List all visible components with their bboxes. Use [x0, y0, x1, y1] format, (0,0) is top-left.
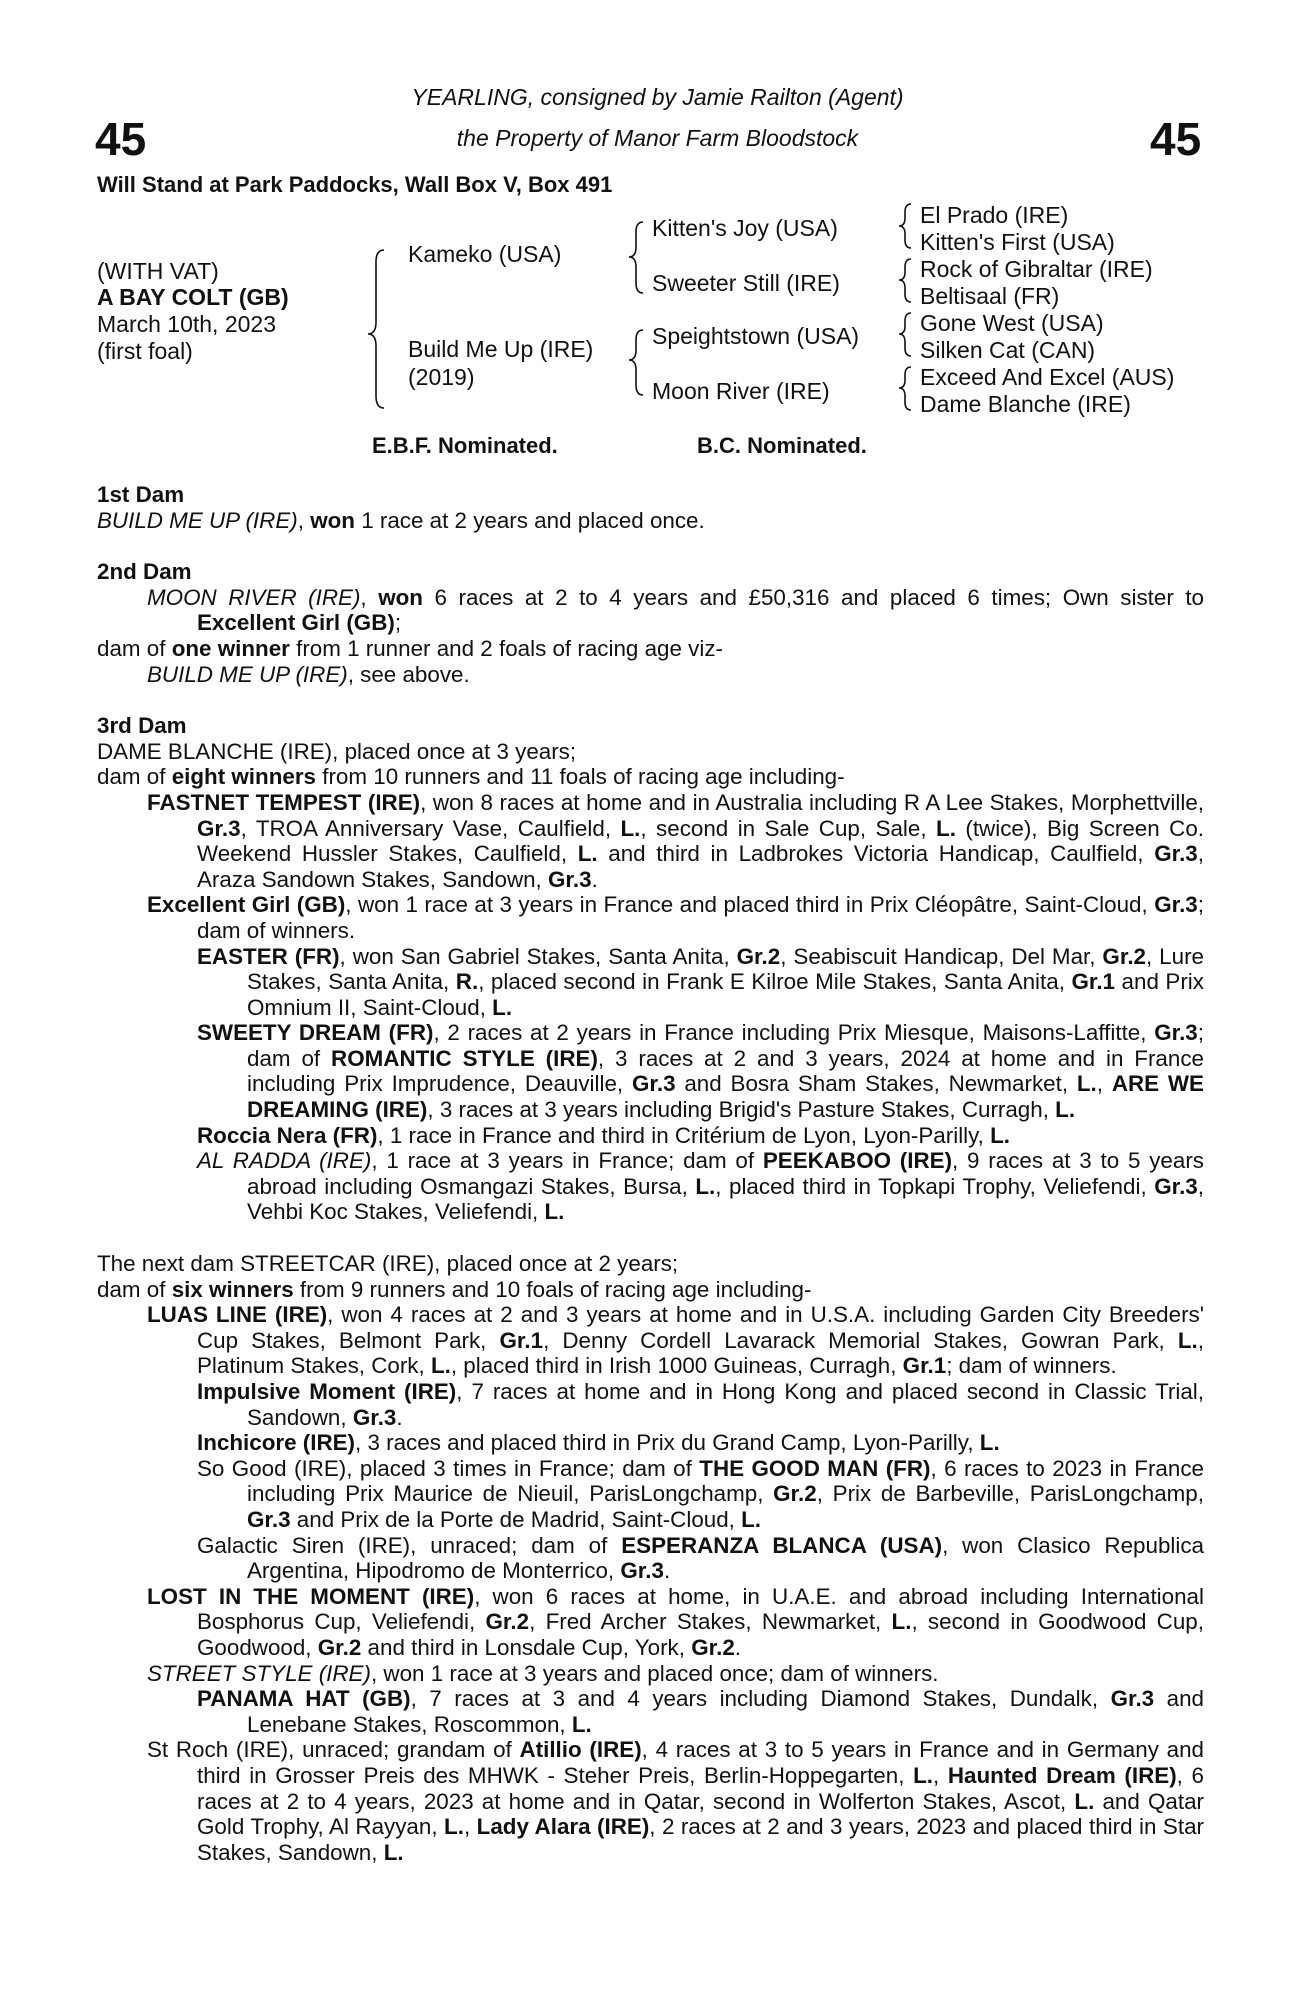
- progeny-galactic-siren: Galactic Siren (IRE), unraced; dam of ESPERANZA BLANCA (USA), won Clasico Republica Argentina, Hipodromo de Monterrico, Gr.3.: [197, 1532, 1204, 1584]
- ebf-nomination: E.B.F. Nominated.: [372, 433, 558, 458]
- catalogue-body: [97, 482, 1204, 1865]
- progeny-street-style: STREET STYLE (IRE), won 1 race at 3 years and placed once; dam of winners.: [147, 1660, 939, 1686]
- horse-name: A BAY COLT (GB): [97, 284, 289, 310]
- dam: Build Me Up (IRE): [408, 336, 594, 362]
- progeny-fastnet-tempest: FASTNET TEMPEST (IRE), won 8 races at home and in Australia including R A Lee Stakes, Morphettville, Gr.3, TROA Anniversary Vase, Caulfield, L., second in Sale Cup, Sale, L. (twice), Big Screen Co. Weekend Hussler Stakes, Caulfield, L. and third in Ladbrokes Victoria Handicap, Caulfield, Gr.3, Araza Sandown Stakes, Sandown, Gr.3.: [147, 789, 1204, 892]
- property-line: the Property of Manor Farm Bloodstock: [456, 125, 859, 151]
- sire-sire: Kitten's Joy (USA): [652, 215, 838, 241]
- sire-dam: Sweeter Still (IRE): [652, 270, 840, 296]
- dam-dam-dam: Dame Blanche (IRE): [920, 391, 1131, 417]
- sire-dam-dam: Beltisaal (FR): [920, 283, 1060, 309]
- dam-dam-sire: Exceed And Excel (AUS): [920, 364, 1175, 390]
- first-dam-heading: 1st Dam: [97, 482, 185, 507]
- progeny-impulsive-moment: Impulsive Moment (IRE), 7 races at home and in Hong Kong and placed second in Classic Trial, Sandown, Gr.3.: [197, 1379, 1204, 1430]
- progeny-so-good: So Good (IRE), placed 3 times in France; dam of THE GOOD MAN (FR), 6 races to 2023 in France including Prix Maurice de Nieuil, ParisLongchamp, Gr.2, Prix de Barbeville, ParisLongchamp, Gr.3 and Prix de la Porte de Madrid, Saint-Cloud, L.: [197, 1455, 1204, 1532]
- progeny-al-radda: AL RADDA (IRE), 1 race at 3 years in France; dam of PEEKABOO (IRE), 9 races at 3 to 5 years abroad including Osmangazi Stakes, Bursa, L., placed third in Topkapi Trophy, Veliefendi, Gr.3, Vehbi Koc Stakes, Veliefendi, L.: [197, 1148, 1204, 1225]
- bc-nomination: B.C. Nominated.: [697, 433, 867, 458]
- bracket-main: [0, 0, 1, 1]
- first-dam-entry: BUILD ME UP (IRE), won 1 race at 2 years and placed once.: [97, 507, 705, 533]
- next-dam-line: The next dam STREETCAR (IRE), placed once at 2 years;: [97, 1251, 679, 1277]
- dam-sire-dam: Silken Cat (CAN): [920, 337, 1096, 363]
- progeny-easter: EASTER (FR), won San Gabriel Stakes, Santa Anita, Gr.2, Seabiscuit Handicap, Del Mar, Gr.2, Lure Stakes, Santa Anita, R., placed second in Frank E Kilroe Mile Stakes, Santa Anita, Gr.1 and Prix Omnium II, Saint-Cloud, L.: [197, 943, 1204, 1020]
- sister-name: Excellent Girl (GB): [197, 610, 395, 636]
- foal-note: (first foal): [97, 338, 193, 364]
- consignor-line: YEARLING, consigned by Jamie Railton (Agent): [411, 84, 904, 110]
- third-dam-produce: dam of eight winners from 10 runners and 11 foals of racing age including-: [97, 764, 845, 790]
- third-dam-line: DAME BLANCHE (IRE), placed once at 3 years;: [97, 738, 577, 764]
- progeny-lost-in-the-moment: LOST IN THE MOMENT (IRE), won 6 races at home, in U.A.E. and abroad including International Bosphorus Cup, Veliefendi, Gr.2, Fred Archer Stakes, Newmarket, L., second in Goodwood Cup, Goodwood, Gr.2 and third in Lonsdale Cup, York, Gr.2.: [147, 1583, 1204, 1660]
- progeny-panama-hat: PANAMA HAT (GB), 7 races at 3 and 4 years including Diamond Stakes, Dundalk, Gr.3 and Lenebane Stakes, Roscommon, L.: [197, 1686, 1204, 1737]
- third-dam-heading: 3rd Dam: [97, 713, 187, 739]
- sire: Kameko (USA): [408, 241, 562, 267]
- progeny-sweety-dream: SWEETY DREAM (FR), 2 races at 2 years in France including Prix Miesque, Maisons-Laffitte, Gr.3; dam of ROMANTIC STYLE (IRE), 3 races at 2 and 3 years, 2024 at home and in France including Prix Imprudence, Deauville, Gr.3 and Bosra Sham Stakes, Newmarket, L., ARE WE DREAMING (IRE), 3 races at 3 years including Brigid's Pasture Stakes, Curragh, L.: [197, 1020, 1204, 1123]
- progeny-roccia-nera: Roccia Nera (FR), 1 race in France and third in Critérium de Lyon, Lyon-Parilly, L.: [197, 1122, 1011, 1148]
- second-dam-progeny: BUILD ME UP (IRE), see above.: [147, 661, 470, 687]
- progeny-inchicore: Inchicore (IRE), 3 races and placed third in Prix du Grand Camp, Lyon-Parilly, L.: [197, 1430, 1000, 1456]
- dam-year: (2019): [408, 364, 475, 390]
- second-dam-entry: MOON RIVER (IRE), won 6 races at 2 to 4 years and £50,316 and placed 6 times; Own sister to Excellent Girl (GB);: [147, 584, 1204, 636]
- lot-number-right: 45: [1150, 113, 1202, 165]
- second-dam-produce: dam of one winner from 1 runner and 2 foals of racing age viz-: [97, 635, 723, 661]
- dam-dam: Moon River (IRE): [652, 378, 830, 404]
- dam-sire-sire: Gone West (USA): [920, 310, 1104, 336]
- second-dam-heading: 2nd Dam: [97, 559, 192, 585]
- sire-sire-dam: Kitten's First (USA): [920, 229, 1115, 255]
- next-dam-produce: dam of six winners from 9 runners and 10 foals of racing age including-: [97, 1276, 812, 1302]
- stand-location: Will Stand at Park Paddocks, Wall Box V, Box 491: [97, 172, 613, 197]
- progeny-st-roch: St Roch (IRE), unraced; grandam of Atillio (IRE), 4 races at 3 to 5 years in France and in Germany and third in Grosser Preis des MHWK - Steher Preis, Berlin-Hoppegarten, L., Haunted Dream (IRE), 6 races at 2 to 4 years, 2023 at home and in Qatar, second in Wolferton Stakes, Ascot, L. and Qatar Gold Trophy, Al Rayyan, L., Lady Alara (IRE), 2 races at 2 and 3 years, 2023 and placed third in Star Stakes, Sandown, L.: [147, 1737, 1204, 1865]
- dam-name: BUILD ME UP (IRE): [97, 507, 298, 533]
- sire-dam-sire: Rock of Gibraltar (IRE): [920, 256, 1153, 282]
- vat-note: (WITH VAT): [97, 258, 219, 284]
- progeny-excellent-girl: Excellent Girl (GB), won 1 race at 3 years in France and placed third in Prix Cléopâtre, Saint-Cloud, Gr.3; dam of winners.: [147, 892, 1204, 943]
- dam-sire: Speightstown (USA): [652, 323, 860, 349]
- progeny-luas-line: LUAS LINE (IRE), won 4 races at 2 and 3 years at home and in U.S.A. including Garden City Breeders' Cup Stakes, Belmont Park, Gr.1, Denny Cordell Lavarack Memorial Stakes, Gowran Park, L., Platinum Stakes, Cork, L., placed third in Irish 1000 Guineas, Curragh, Gr.1; dam of winners.: [147, 1302, 1204, 1379]
- lot-number-left: 45: [95, 113, 147, 165]
- foaling-date: March 10th, 2023: [97, 311, 277, 337]
- sire-sire-sire: El Prado (IRE): [920, 202, 1069, 228]
